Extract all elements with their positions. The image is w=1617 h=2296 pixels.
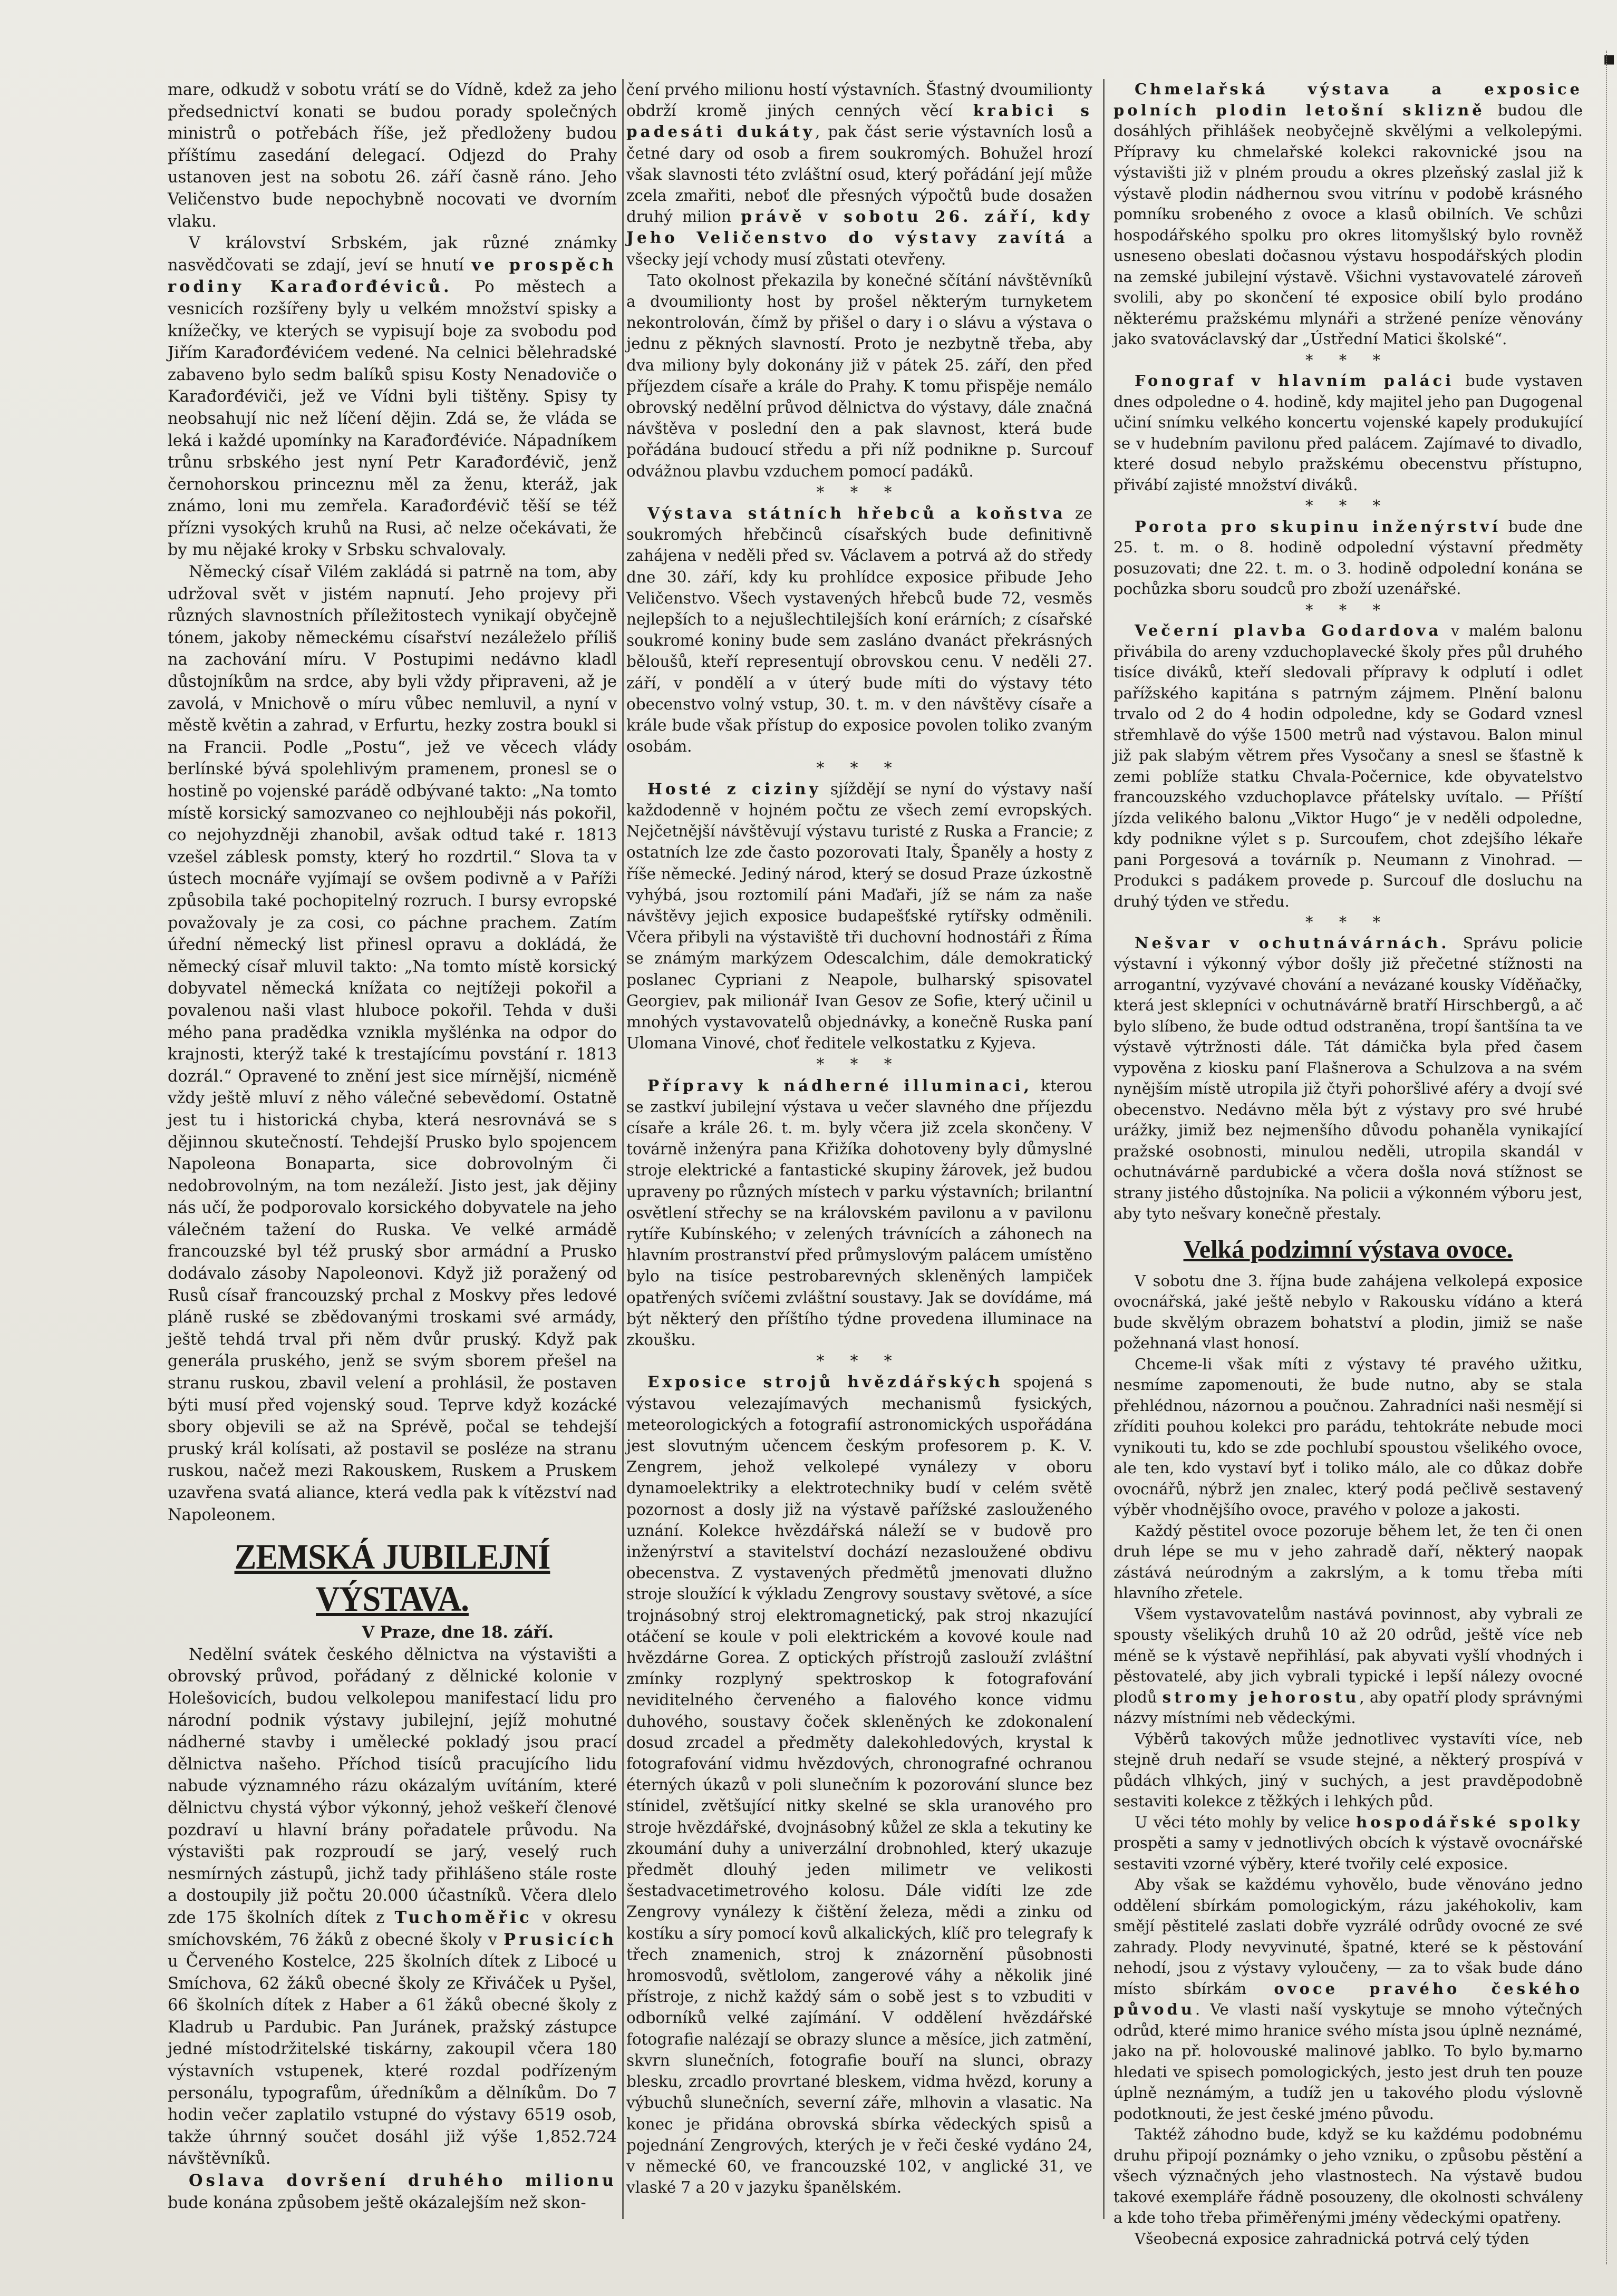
column-3 [1113, 79, 1583, 2249]
societies-text-b: prospěti a samy v jednotlivých obcích k výstavě ovocnářské sestaviti vzorné výběry, které tvořily celé exposice. [1113, 1834, 1583, 1873]
taverns-text: Správu policie výstavní i výkonný výbor došly již přečetné stížnosti na arrogantní, vyzývavé chování a nevázané kousky Víděňačky, která jest sklepníci v ochutnávárně bratří Hirschbergů, a ač bylo slíbeno, že bude odtud odstraněna, tropí šantšína ta ve výstavě výtržnosti dále. Tát dámička byla před časem vypověna z kiosku paní Flašnerova a Schulzova a na svém nynějším místě utropila již čtyři pohoršlivé aféry a dvojí své obecenstvo. Nedávno měla být z výstavy pro své hrubé urážky, jimiž bez nejmenšího důvodu pohaněla vynikající pražské osobnosti, minulou neděli, utropila skandál v ochutnávárně pardubické a včera došla nová stížnost se strany jistého důstojníka. Na policii a výkonném výboru jest, aby tyto nešvary konečně přestaly. [1113, 933, 1583, 1222]
guests-text: sjíždějí se nyní do výstavy naší každodenně v hojném počtu ze všech zemí evropských. Nejčetnější návštěvují výstavu turisté z Ruska a Francie; z ostatních lze zde často pozorovati Italy, Španěly a hosty z říše německé. Jediný národ, který se dosud Praze úzkostně vyhýbá, jsou roztomilí páni Maďaři, jíž se nám za naše návštěvy jejich exposice budapešťské rytířsky odměnili. Včera přibyli na výstaviště tři duchovní hodnostáři z Říma se známým markýzem Odescalchim, dále demokratický poslanec Cypriani z Neapole, bulharský spisovatel Georgiev, pak milionář Ivan Gesov ze Sofie, který učinil u mnohých vystavovatelů objednávky, a konečně Ruska paní Ulomana Vinové, choť ředitele velkostatku z Kyjeva. [626, 780, 1092, 1053]
paragraph-fruit-notes: Taktéž záhodno bude, když se ku každému podobnému druhu připojí poznámky o jeho vzniku, o způsobu pěstění a všech význačných jeho vlastnostech. Na výstavě budou takové exempláře řádně posouzeny, dle okolnosti schváleny a kde toho třeba přiměřenými jmény vědeckými opatřeny. [1113, 2125, 1583, 2226]
hops-text: budou dle dosáhlých přihlášek neobyčejně skvělými a velkolepými. Přípravy ku chmelařské kolekci rakovnické jsou na výstavišti již v plném proudu a okres plzeňský zaslal již k výstavě plodin nádhernou svou vitrínu v podobě krásného pomníku srobeného z ovoce a klasů obilních. Ve schůzi hospodářského spolku pro okres litomyšlský bylo rovněž usneseno obeslati dočasnou výstavu hospodářských plodin na zemské jubilejní výstavě. Všichni vystavovatelé zároveň svolili, aby po skončení té exposice obilí bylo prodáno některému pražskému mlynáři a stržené peníze věnovány jako svatováclavský dar „Ústřední Matici školské“. [1113, 101, 1583, 348]
section-heading-fruit: Velká podzimní výstava ovoce. [1183, 1235, 1513, 1263]
jury-spaced: Porota pro skupinu inženýrství [1135, 517, 1501, 536]
societies-text-a: U věci této mohly by velice [1135, 1813, 1357, 1831]
stallions-spaced: Výstava státních hřebců a koňstva [647, 504, 1066, 523]
taverns-spaced: Nešvar v ochutnávárnách. [1135, 933, 1450, 952]
column-rule-left [622, 79, 624, 2219]
paragraph-fruit-week: Všeobecná exposice zahradnická potrvá celý týden [1135, 2229, 1529, 2248]
paragraph-taverns [1113, 933, 1583, 1224]
guests-spaced: Hosté z ciziny [647, 779, 821, 798]
phonograph-spaced: Fonograf v hlavním paláci [1135, 372, 1455, 390]
paragraph-phonograph [1113, 371, 1583, 495]
duty-text-b: , aby opatří plody správnými názvy místními neb vědeckými. [1113, 1688, 1583, 1727]
guest-spaced-2: právě v sobotu 26. září, kdy Jeho Veličenstvo do výstavy zavítá [626, 207, 1092, 247]
guest-text-a: čení prvého milionu hostí výstavních. Šťastný dvoumilionty obdrží kromě jiných cenných věcí [626, 81, 1092, 120]
separator-stars: * * * [1305, 497, 1391, 514]
paragraph-serbia [168, 232, 617, 561]
separator-stars: * * * [816, 1352, 903, 1370]
societies-spaced: hospodářské spolky [1356, 1813, 1583, 1831]
serbia-text-a: V království Srbském, jak různé známky nasvědčovati se zdají, jeví se hnutí [168, 234, 617, 275]
separator-stars: * * * [1305, 600, 1391, 619]
section-heading-jubilee: ZEMSKÁ JUBILEJNÍ VÝSTAVA. [234, 1536, 550, 1619]
workers-text-c: u Červeného Kostelce, 225 školních dítek z Libocé u Smíchova, 62 žáků obecné školy ze Křiváček u Pyšel, 66 školních dítek z Haber a 61 žáků obecné školy z Kladrub u Pardubic. Pan Juránek, pražský zástupce jedné místodržitelské tiskárny, zakoupil včera 180 výstavních vstupenek, které rozdal podřízeným personálu, typografům, úředníkům a dělníkům. Do 7 hodin večer zaplatilo vstupné do výstavy 6519 osob, takže úhrnný součet dosáhl již výše 1,852.724 návštěvníků. [168, 1952, 617, 2168]
pomology-spaced: ovoce pravého českého původu [1113, 1979, 1583, 2018]
pomology-text-a: Aby však se každému vyhovělo, bude věnováno jedno oddělení sbírkám pomologickým, rázu jakéhokoliv, kam smějí pěstitelé zaslati dobře vyzrálé odrůdy ovocné ze své zahrady. Plody nevyvinuté, špatné, které se k pěstování nehodí, jsou z výstavy vyloučeny, — za to však bude dáno místo sbírkám [1113, 1875, 1583, 1998]
separator-stars: * * * [1305, 351, 1391, 369]
paragraph-illumination [626, 1075, 1092, 1351]
paragraph-fruit-selection: Výběrů takových může jednotlivec vystavíti více, neb stejně druh nedaří se vsude stejné, a některý prospívá v půdách vlhkých, jiný v suchých, a jest pravděpodobně sestaviti kolekce z těžkých i lehkých půd. [1113, 1729, 1583, 1810]
workers-text-b: v okresu smíchovském, 76 žáků z obecné školy v [168, 1908, 617, 1949]
paragraph-celebration [168, 2170, 617, 2214]
illumination-spaced: Přípravy k nádherné illuminaci, [647, 1076, 1033, 1095]
stallions-text: ze soukromých hřebčinců císařských bude definitivně zahájena v neděli před sv. Václavem a potrvá až do středy dne 30. září, kdy ku prohlídce exposice přibude Jeho Veličenstvo. Všech vystavených hřebců bude 72, vesměs nejlepších to a nejušlechtilejších koní erárních; z císařské soukromé koniny bude sem zasláno dvanáct překrásných běloušů, kteří representují obrovskou cenu. V neděli 27. září, v pondělí a v úterý bude míti do výstavy této obecenstvo volný vstup, 30. t. m. v den návštěvy císaře a krále bude však přístup do exposice povolen toliko zvaným osobám. [626, 504, 1092, 756]
hops-spaced: Chmelařská výstava a exposice polních plodin letošní sklizně [1113, 80, 1583, 119]
serbia-text-b: Po městech a vesnicích rozšířeny byly u velkém množství spisky a knížečky, ve kterých se vypisují boje za svobodu pod Jiřím Karađorđévićem vedené. Na celnici bělehradské zabaveno bylo sedm balíků spisu Kosty Nenadoviče o Karađorđéviči, jež ve Vídni byli tištěny. Spisy ty neobsahují nic než líčení dějin. Zdá se, že vláda se leká i každé upomínky na Karađorđéviće. Nápadníkem trůnu srbského jest nyní Petr Karađorđévič, jenž černohorskou princeznu měl za ženu, kteráž, jak známo, loni mu zemřela. Karađorđévič těší se též přízni vysokých kruhů na Rusi, ač nelze očekávati, že by mu nějaké kroky v Srbsku schvalovaly. [168, 278, 617, 560]
guest-spaced-1: krabici s padesáti dukáty [626, 101, 1092, 141]
celebration-spaced: Oslava dovršení druhého milionu [189, 2171, 617, 2191]
paragraph-foreign-guests [626, 779, 1092, 1054]
separator-stars: * * * [1305, 913, 1391, 931]
page-edge-dots [1606, 51, 1615, 2264]
paragraph-fruit-intro: V sobotu dne 3. října bude zahájena velkolepá exposice ovocnářská, jaké ještě nebylo v Rakousku vídáno a která bude skvělým obrazem bohatství a plodin, jimiž se naše požehnaná vlast honosí. [1113, 1271, 1583, 1352]
astronomy-text: spojená s výstavou velezajímavých mechanismů fysických, meteorologických a fotografií astronomických uspořádána jest slovutným učencem českým profesorem p. K. V. Zengrem, jehož velkolepé vynálezy v oboru dynamoelektriky a elektrotechniky budí v celém světě pozornost a dosly již na výstavě pařížské zaslouženého uznání. Kolekce hvězdářská náleží se v budově pro inženýrství a stavitelství dochází nezasloužené obdivu obecenstva. Z vystavených předmětů jmenovati dlužno stroje sloužící k výkladu Zengrovy soustavy světové, a síce trojnásobný stroj elektromagnetický, pak stroj nkazující otáčení se koule v poli elektrickém a kovové koule nad hvězdárne Gorea. Z optických přístrojů zaslouží zvláštní zmínky rozplyný spektroskop k fotografování neviditelného červeného a fialového konce vidmu duhového, soustavy čoček skleněných ke zdokonalení dosud zrcadel a předměty dalekohledových, krystal k fotografování vidmu hvězdových, chronografné ochranou éterných úkazů v poli slunečním k pozorování slunce bez stínidel, zvětšující nitky skelné se skla uranového pro stroje hvězdářské, dvojnásobný kůžel ze skla a tekutiny ke zkoumání duhy a univerzální drobnohled, který ukazuje předmět dlouhý jeden milimetr ve velikosti šestadvacetimetrového kolosu. Dále vidíti lze zde Zengrovy vynálezy k čištění železa, mědi a zinku od kostíku a síry pomocí kovů alkalických, klíč pro telegrafy k třech znamenich, stroj k znázornění působnosti hromosvodů, světlolom, zangerové váhy a několik jiné přístroje, z nichž každý sám o sobě jest s to vzbuditi v odborníků velké zajímání. V oddělení hvězdářské fotografie nalézají se obrazy slunce a měsíce, jich zatmění, skvrn slunečních, fotografie bouří na slunci, obrazy blesku, zrcadlo provrtané bleskem, vidma hvězd, koruny a výbuchů slunečních, severní záře, mlhovin a vlasatic. Na konec je přidána obrovská sbírka vědeckých spisů a pojednání Zengrových, kterých je v řeči české vydáno 24, v německé 60, ve francouzské 102, v anglické 31, ve vlaské 7 a 20 v jazyku španělském. [626, 1373, 1092, 2197]
paragraph-workers-holiday [168, 1644, 617, 2170]
column-2 [626, 79, 1092, 2198]
dateline: V Praze, dne 18. září. [362, 1623, 554, 1642]
duty-spaced: stromy jehorostu [1162, 1688, 1360, 1706]
column-rule-right [1103, 79, 1105, 2219]
guest-text-c: a všecky její vchody musí zůstati otevřeny. [626, 229, 1092, 268]
duty-text-a: Všem vystavovatelům nastává povinnost, aby vybrali ze spousty všelikých druhů 10 až 20 odrůd, ještě více neb méně se k výstavě nepřihlásí, pak abyvati vyšlí vhodných i pěstovatelé, aby jich vybrali typické i lepší nálezy ovocné plodů [1113, 1604, 1583, 1706]
balloon-text: v malém balonu přivábila do areny vzduchoplavecké školy přes půl druhého tisíce diváků, kteří sledovali přípravy k odplutí i odlet pařížského kapitána s patrným zájmem. Plnění balonu trvalo od 2 do 4 hodin odpoledne, kdy se Godard vznesl střemhlavě do výše 1500 metrů nad výstavou. Balon minul již pak slabým větrem přes Vysočany a snesl se šťastně k zemi poblíže statku Chvala-Počernice, kde obyvatelstvo francouzského vzduchoplavce přátelsky uvítalo. — Příští jízda velikého balonu „Viktor Hugo“ je v neděli odpoledne, kdy podnikne výlet s p. Surcoufem, chot zdejšího lékaře pani Porgesová a továrník p. Neumann z Vinohrad. — Produkci s padákem provede p. Surcouf dle dosluchu na druhý týden ve středu. [1113, 621, 1583, 910]
paragraph-astronomy [626, 1371, 1092, 2198]
paragraph-balloon [1113, 620, 1583, 912]
separator-stars: * * * [816, 483, 903, 501]
paragraph-jury [1113, 517, 1583, 600]
paragraph-fruit-duty [1113, 1604, 1583, 1729]
page-edge-glyph: ▪ [1603, 47, 1616, 70]
workers-town-1: Tuchoměřic [394, 1908, 532, 1927]
workers-text-a: Nedělní svátek českého dělnictva na výstavišti a obrovský průvod, pořádaný z dělnické kolonie v Holešovicích, budou velkolepou manifestací lidu pro národní podnik výstavy jubilejní, jejíž mohutné nádherné stavby i umělecké pokladý jsou prací dělnictva našeho. Příchod tisíců pracujícího lidu nabude významného rázu okázalým uvítáním, které dělnictvu chystá výbor výkonný, jehož veškeří členové pozdraví u hlavní brány pořadatele průvodu. Na výstavišti pak rozproudí se jarý, veselý ruch nesmírných zástupů, jichž tady přihlášeno stále roste a dostoupily již počtu 20.000 účastníků. Včera dlelo zde 175 školních dítek z [168, 1645, 617, 1927]
paragraph-milionth-guest [626, 79, 1092, 270]
paragraph-fruit-usefulness: Chceme-li však míti z výstavy té pravého užitku, nesmíme zapomenouti, že bude nutno, aby se stala přehlédnou, názornou a poučnou. Zahradníci naši nesmějí si zříditi pouhou kolekci pro parádu, tehtokráte nebude moci vynikouti tu, kdo se zde pochlubí spoustou všelikého ovoce, ale ten, kdo vystaví byť i toliko málo, ale co důkaz dobře ovocnářů, nýbrž jen znalec, který podá pečlivě sestavený výběr vhodnějšího ovoce, pravého v poloze a jakosti. [1113, 1355, 1583, 1519]
paragraph-wilhelm: Německý císař Vilém zakládá si patrně na tom, aby udržoval svět v jistém napnutí. Jeho projevy při různých slavnostních příležitostech vynikají obyčejně tónem, jakoby německému císařství nezáleželo příliš na zachování míru. V Postupimi nedávno kladl důstojníkům na srdce, aby byli vždy připraveni, až je zavolá, v Mnichově o míru vůbec nemluvil, a nyní v městě květin a zahrad, v Erfurtu, hezky zostra boukl si na Francii. Podle „Postu“, jež ve věcech vlády berlínské bývá spolehlivým pramenem, pronesl se o hostině po vojenské parádě odbývané takto: „Na tomto místě korsický samozvaneo co nejhlouběji nás pokořil, co nejohyzdněji zhanobil, avšak odtud také r. 1813 vzešel záblesk pomsty, který ho rozdrtil.“ Slova ta v ústech mocnáře vyjímají se ovšem podivně a v Paříži způsobila také pochopitelný rozruch. I bursy evropské považovaly je za cosi, co páchne prachem. Zatím úřední německý list přinesl opravu a dokládá, že německý císař mluvil takto: „Na tomto místě korsický dobyvatel německá knížata co nejtížeji pokořil a povalenou naši vlast hluboce pokořil. Tehda v duši mého pana pradědka vznikla myšlénka na odpor do krajnosti, kterýž také k trestajícímu povstání r. 1813 dozrál.“ Opravené to znění jest sice mírnější, nicméně vždy ještě mluví z něho válečné sebevědomí. Ostatně jest tu i historická chyba, která nesrovnává se s dějinnou skutečností. Tehdejší Prusko bylo spojencem Napoleona Bonaparta, sice dobrovolným či nedobrovolným, na tom nezáleží. Jisto jest, jak dějiny nás učí, že podporovalo korsického dobyvatele na jeho válečném tažení do Ruska. Ve velké armádě francouzské byl též pruský sbor armádní a Prusko dodávalo zásoby Napoleonovi. Když již poražený od Rusů císař francouzský prchal z Moskvy přes ledové pláně ruské se zbědovanými troskami své armády, ještě tehdá trval při něm dvůr pruský. Když pak generála pruského, jenž se svým sborem přešel na stranu ruskou, zbavil velení a prohlásil, že postaven býti musí před vojenský soud. Teprve když kozácké sbory objevili se až na Sprévě, počal se tehdejší pruský král kolísati, až postavil se posléze na stranu ruskou, načež mezi Rakouskem, Ruskem a Pruskem uzavřena svatá aliance, která vedla pak k vítězství nad Napoleonem. [168, 563, 617, 1524]
paragraph-counting: Tato okolnost překazila by konečné sčítání návštěvníků a dvoumilionty host by prošel některým turnyketem nekontrolován, čímž by přišel o dary i o slávu a výstava o jednu z pěkných slavností. Proto je nezbytně třeba, aby dva miliony byly dokonány již v pátek 25. září, den před příjezdem císaře a krále do Prahy. K tomu přispěje nemálo obrovský nedělní průvod dělnictva do výstavy, dále značná návštěva v poslední den a pak slavnost, která bude pořádána budoucí středu a při níž podnikne p. Surcouf odvážnou plavbu vzduchem pomocí padáků. [626, 271, 1092, 480]
pomology-text-b: . Ve vlasti naší vyskytuje se mnoho výtečných odrůd, které mimo hranice svého místa jsou úplně neznámé, jako na př. holovouské malinové jablko. To bylo by.marno hledati ve spisech pomologických, jesto jest druh ten pouze úplně neznámým, a tudíž jen u takového plodu výslovně podotknouti, že jest české jméno původu. [1113, 2000, 1583, 2123]
separator-stars: * * * [816, 758, 903, 777]
paragraph-fruit-societies [1113, 1812, 1583, 1875]
paragraph-hops [1113, 79, 1583, 350]
separator-stars: * * * [816, 1055, 903, 1074]
workers-town-2: Prusicích [504, 1930, 617, 1949]
phonograph-text: bude vystaven dnes odpoledne o 4. hodině, kdy majitel jeho pan Dugogenal učiní snímku velkého koncertu vojenské kapely produkující se v hudebním pavilonu před palácem. Zajímavé to divadlo, které dosud nebylo pražskému obecenstvu přístupno, přivábí zajisté množství diváků. [1113, 372, 1583, 494]
paragraph-stallions [626, 503, 1092, 757]
paragraph-fruit-pomology [1113, 1874, 1583, 2124]
jury-text: bude dne 25. t. m. o 8. hodině odpolední výstavní předměty posuzovati; dne 22. t. m. o 3. hodině odpolední konána se pochůzka sboru soudců pro zboží uzenářské. [1113, 517, 1583, 598]
celebration-text: bude konána způsobem ještě okázalejším než skon- [168, 2193, 586, 2212]
column-1 [168, 79, 617, 2214]
astronomy-spaced: Exposice strojů hvězdářských [647, 1373, 1003, 1392]
paragraph-fruit-grower: Každý pěstitel ovoce pozoruje během let, že ten či onen druh lépe se mu v jeho zahradě daří, některý naopak zástává neúrodným a zakrslým, a k tomu třeba míti hlavního zřetele. [1113, 1521, 1583, 1602]
balloon-spaced: Večerní plavba Godardova [1135, 621, 1442, 639]
guest-text-b: , pak část serie výstavních losů a četné dary od osob a firem soukromých. Bohužel hrozí však slavnosti této zvláštní osud, který pořádání její může zcela zmařiti, neboť dle přesných výpočtů bude dosažen druhý milion [626, 123, 1092, 226]
serbia-spaced: ve prospěch rodiny Karađorđéviců. [168, 255, 617, 297]
illumination-text: kterou se zastkví jubilejní výstava u večer slavného dne příjezdu císaře a krále 26. t. m. byly včera již zcela skončeny. V továrně inženýra pana Křižíka dohotoveny byly důmyslné stroje elektrické a fantastické skupiny žárovek, jež budou upraveny po různých místech v parku výstavních; brilantní osvětlení střechy se na královském pavilonu a v pavilonu rytíře Kubínského; v zelených trávnících a záhonech na hlavním prostranství před průmyslovým palácem umístěno bylo na tisíce pestrobarevných skleněných lampiček opatřených svíčemi zvláštní soustavy. Jak se dovídáme, má být některý den příštího týdne provedena illuminace na zkoušku. [626, 1076, 1092, 1349]
paragraph-emperor-travel: mare, odkudž v sobotu vrátí se do Vídně, kdež za jeho předsednictví konati se budou porady společných ministrů o potřebách říše, jež předloženy budou příštímu zasedání delegací. Odjezd do Prahy ustanoven jest na sobotu 26. září časně ráno. Jeho Veličenstvo bude nepochybně nocovati ve dvorním vlaku. [168, 81, 617, 231]
